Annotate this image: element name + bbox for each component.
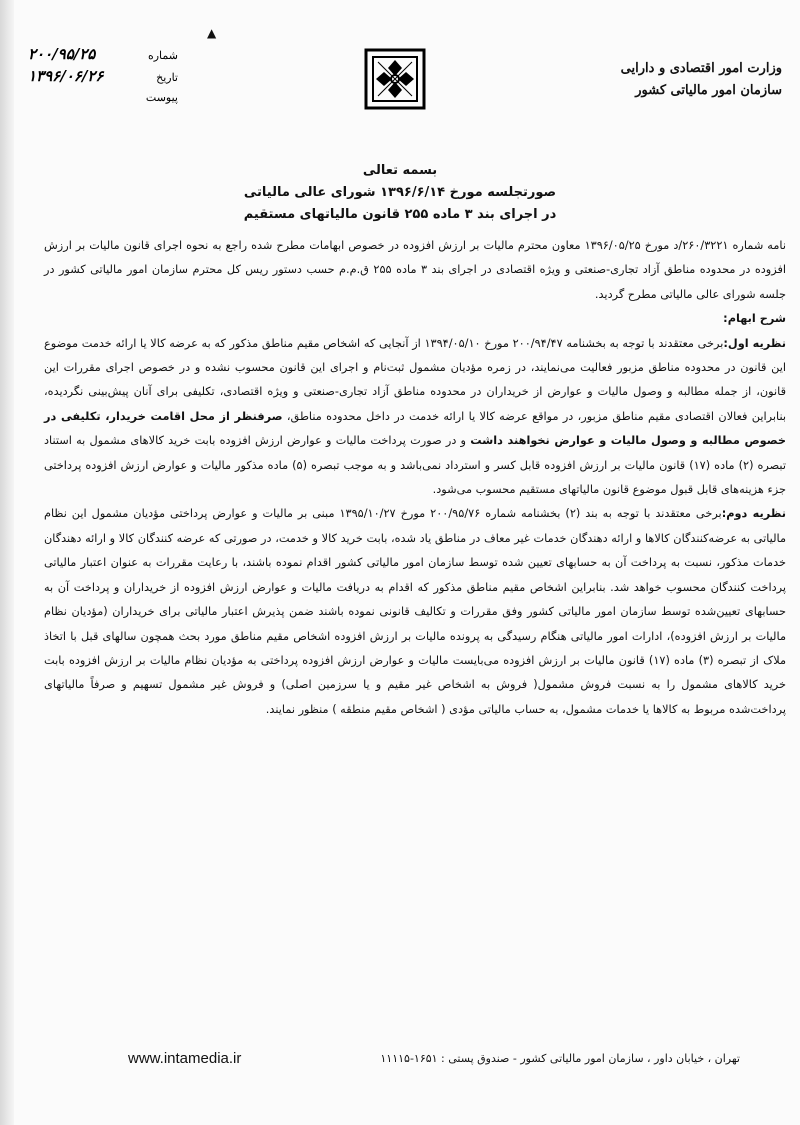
number-line: [28, 44, 178, 66]
view1-text-a: برخی معتقدند با توجه به بخشنامه ۲۰۰/۹۴/۴۷ مورخ ۱۳۹۴/۰۵/۱۰ از آنجایی که اشخاص مقیم مناطق مذکور که به عرضه کالا یا ارائه خدمت موضوع این قانون در محدوده مناطق مزبور فعالیت می‌نمایند، در زمره مؤدیان مشمول ثبت‌نام و اجرای این قانون محسوب نشده و در خصوص اجرای مقررات این قانون، از جمله مطالبه و وصول مالیات و عوارض از خریداران در محدوده مناطق آزاد تجاری-صنعتی و ویژه اقتصادی، تکلیفی برای آنان پیش‌بینی نگردیده، بنابراین فعالان اقتصادی مقیم مناطق مزبور، در مواقع عرضه کالا یا ارائه خدمت در داخل محدوده مناطق،: [44, 336, 787, 423]
document-body: [44, 234, 786, 722]
attachment-label: پیوست: [145, 91, 178, 104]
heading-subtitle: در اجرای بند ۳ ماده ۲۵۵ قانون مالیاتهای مستقیم: [243, 207, 557, 222]
postal-address: تهران ، خیابان داور ، سازمان امور مالیاتی کشور - صندوق پستی : ۱۶۵۱-۱۱۱۱۵: [380, 1052, 740, 1065]
heading-title: صورتجلسه مورخ ۱۳۹۶/۶/۱۴ شورای عالی مالیاتی: [243, 185, 557, 200]
view2-text: برخی معتقدند با توجه به بند (۲) بخشنامه شماره ۲۰۰/۹۵/۷۶ مورخ ۱۳۹۵/۱۰/۲۷ مبنی بر مالیات و عوارض پرداختی مؤدیان مشمول این نظام مالیاتی به عرضه‌کنندگان کالاها و ارائه دهندگان خدمات غیر معاف در مناطق یاد شده، بابت خرید کالا و خدمت، در صورتی که عرضه کنندگان کالا و ارائه دهندگان خدمات مذکور، نسبت به پرداخت آن به حسابهای تعیین شده توسط سازمان امور مالیاتی کشور اقدام نموده باشند، با رعایت مقررات به عنوان اعتبار مالیاتی پرداخت کنندگان محسوب خواهد شد. بنابراین اشخاص مقیم مناطق مذکور که اقدام به دریافت مالیات و عوارض ارزش افزوده از خریداران و پرداخت آن به حسابهای تعیین‌شده توسط سازمان امور مالیاتی کشور وفق مقررات و تکالیف قانونی نموده باشند ضمن پذیرش اعتبار مالیاتی برای خریداران (مؤدیان نظام مالیات بر ارزش افزوده)، ادارات امور مالیاتی هنگام رسیدگی به پرونده مالیات بر ارزش افزوده اشخاص مقیم مناطق مورد بحث همچون سالهای قبل با اتخاذ ملاک از تبصره (۳) ماده (۱۷) قانون مالیات بر ارزش افزوده می‌بایست مالیات و عوارض ارزش افزوده پرداختی به مؤدیان نظام مالیات بر ارزش افزوده بابت خرید کالاهای مشمول را به نسبت فروش مشمول( فروش به اشخاص غیر مقیم و یا سرزمین اصلی) و فروش غیر مشمول تسهیم و صرفاً مالیاتهای پرداخت‌شده مربوط به کالاها یا خدمات مشمول، به حساب مالیاتی مؤدی ( اشخاص مقیم منطقه ) منظور نمایند.: [44, 507, 786, 716]
date-label: تاریخ: [156, 71, 178, 84]
page-footer: [128, 1050, 740, 1067]
organization-emblem-icon: [364, 48, 426, 110]
view1-text-bold: صرفنظر از محل اقامت خریدار، تکلیفی در خصوص مطالبه و وصول مالیات و عوارض نخواهند داشت: [44, 409, 786, 448]
attachment-line: [28, 88, 178, 108]
view1-paragraph: [44, 332, 786, 503]
organization-name: سازمان امور مالیاتی کشور: [635, 83, 782, 98]
view2-paragraph: [44, 502, 786, 722]
document-heading: [160, 160, 640, 226]
ministry-name: وزارت امور اقتصادی و دارایی: [620, 61, 782, 76]
organization-header: [612, 58, 782, 102]
date-line: [28, 66, 178, 88]
number-value: ۲۰۰/۹۵/۲۵: [28, 45, 96, 63]
intro-paragraph: نامه شماره ۲۶۰/۳۲۲۱/د مورخ ۱۳۹۶/۰۵/۲۵ معاون محترم مالیات بر ارزش افزوده در خصوص ابهامات مطرح شده راجع به نحوه اجرای قانون مالیات بر ارزش افزوده در محدوده مناطق آزاد تجاری-صنعتی و ویژه اقتصادی در اجرای بند ۳ ماده ۲۵۵ ق.م.م حسب دستور ریس کل محترم سازمان امور مالیاتی کشور در جلسه شورای عالی مالیاتی مطرح گردید.: [44, 239, 787, 301]
ambiguity-title: شرح ابهام:: [723, 312, 786, 326]
view2-label: نظریه دوم:: [721, 507, 786, 521]
date-value: ۱۳۹۶/۰۶/۲۶: [28, 67, 104, 85]
number-label: شماره: [147, 49, 178, 62]
scan-edge-shadow: [0, 0, 14, 1125]
view1-text-b: و در صورت پرداخت مالیات و عوارض ارزش افزوده بابت خرید کالاهای مشمول به استناد تبصره (۲) ماده (۱۷) قانون مالیات بر ارزش افزوده قابل کسر و استرداد نمی‌باشد و به موجب تبصره (۵) ماده مذکور مالیات و عوارض ارزش افزوده پرداختی جزء هزینه‌های قابل قبول موضوع قانون مالیاتهای مستقیم محسوب می‌شود.: [44, 434, 786, 497]
letter-reference-block: [28, 44, 178, 108]
heading-invocation: بسمه تعالی: [362, 163, 438, 178]
website-url: www.intamedia.ir: [128, 1050, 242, 1067]
view1-label: نظریه اول:: [723, 336, 786, 350]
marker-icon: ▲: [207, 26, 217, 40]
